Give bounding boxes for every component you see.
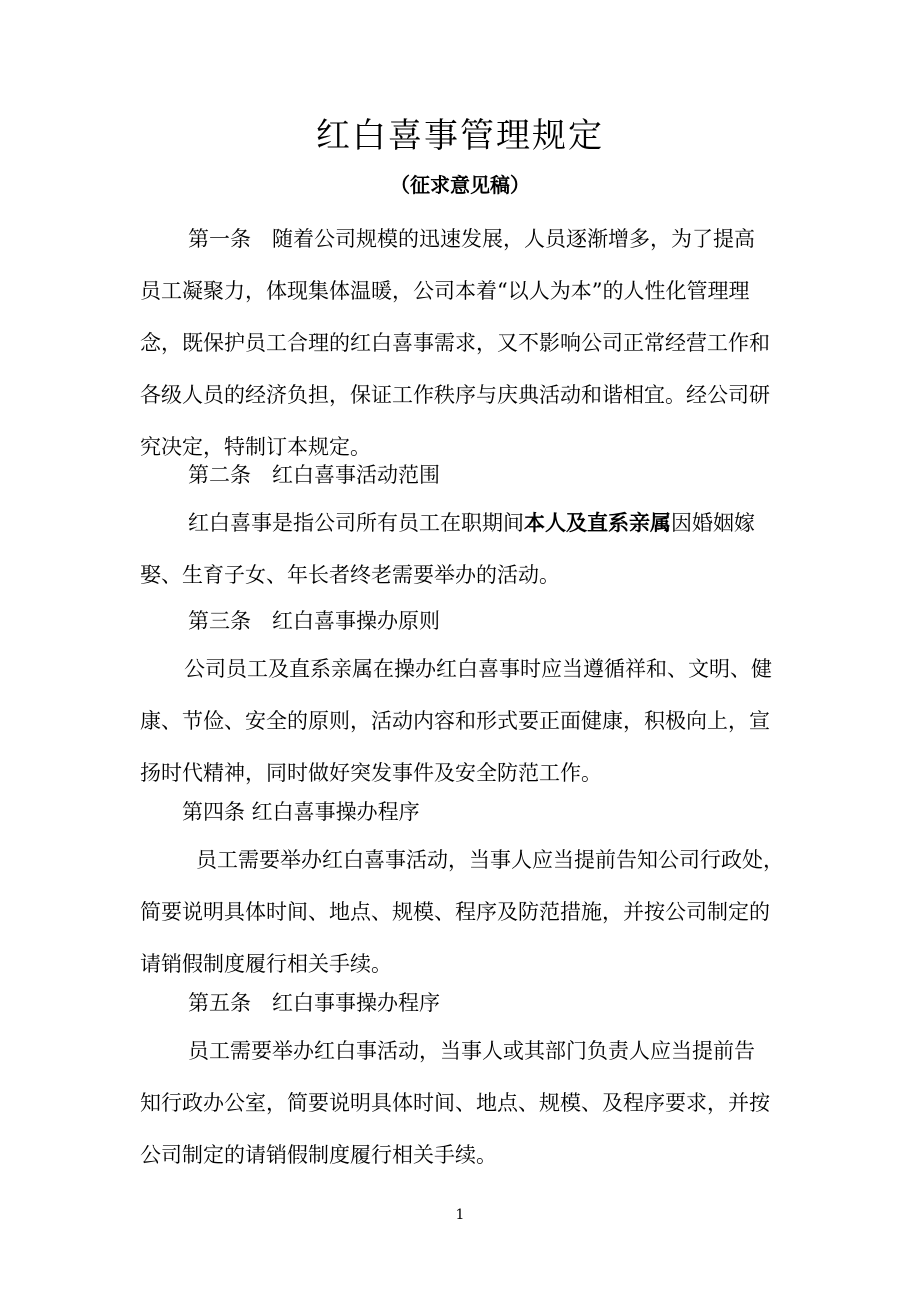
article-5-line: 员工需要举办红白事活动，当事人或其部门负责人应当提前告 — [188, 1039, 755, 1063]
article-2 — [140, 449, 785, 501]
article-2-body — [140, 497, 785, 601]
article-5 — [140, 977, 785, 1029]
article-3-line: 公司员工及直系亲属在操办红白喜事时应当遵循祥和、文明、健 — [184, 657, 772, 681]
article-3-line: 康、节俭、安全的原则，活动内容和形式要正面健康，积极向上，宣 — [140, 709, 770, 733]
page-number: 1 — [455, 1207, 465, 1223]
article-5-line: 公司制定的请销假制度履行相关手续。 — [140, 1143, 497, 1167]
article-2-heading: 第二条 红白喜事活动范围 — [188, 463, 440, 487]
article-2-text-post: 因婚姻嫁 — [671, 511, 755, 535]
article-1-line: 各级人员的经济负担，保证工作秩序与庆典活动和谐相宜。经公司研 — [140, 383, 770, 407]
document-title: 红白喜事管理规定 — [316, 116, 604, 156]
article-1-line: 念，既保护员工合理的红白喜事需求，又不影响公司正常经营工作和 — [140, 331, 770, 355]
article-1-line: 员工凝聚力，体现集体温暖，公司本着“以人为本”的人性化管理理 — [140, 279, 750, 303]
document-subtitle: （征求意见稿） — [390, 173, 530, 197]
article-4-body — [140, 834, 785, 990]
article-4-line: 请销假制度履行相关手续。 — [140, 952, 392, 976]
article-2-line — [140, 497, 785, 549]
article-4-line: 员工需要举办红白喜事活动，当事人应当提前告知公司行政处， — [196, 848, 784, 872]
article-3-body — [140, 643, 785, 799]
article-3 — [140, 595, 785, 647]
article-5-body — [140, 1025, 785, 1181]
article-5-heading: 第五条 红白事事操办程序 — [188, 991, 440, 1015]
article-2-line: 娶、生育子女、年长者终老需要举办的活动。 — [140, 563, 560, 587]
article-4-heading: 第四条 红白喜事操办程序 — [182, 800, 420, 824]
article-2-text-pre: 红白喜事是指公司所有员工在职期间 — [188, 511, 524, 535]
article-3-line: 扬时代精神，同时做好突发事件及安全防范工作。 — [140, 761, 602, 785]
article-1-line: 第一条 随着公司规模的迅速发展，人员逐渐增多，为了提高 — [188, 227, 755, 251]
article-2-emphasis: 本人及直系亲属 — [524, 510, 671, 535]
article-1-line: 究决定，特制订本规定。 — [140, 435, 371, 459]
article-5-line: 知行政办公室，简要说明具体时间、地点、规模、及程序要求，并按 — [140, 1091, 770, 1115]
article-4-line: 简要说明具体时间、地点、规模、程序及防范措施，并按公司制定的 — [140, 900, 770, 924]
article-4 — [140, 786, 785, 838]
article-3-heading: 第三条 红白喜事操办原则 — [188, 609, 440, 633]
article-1 — [140, 213, 785, 473]
